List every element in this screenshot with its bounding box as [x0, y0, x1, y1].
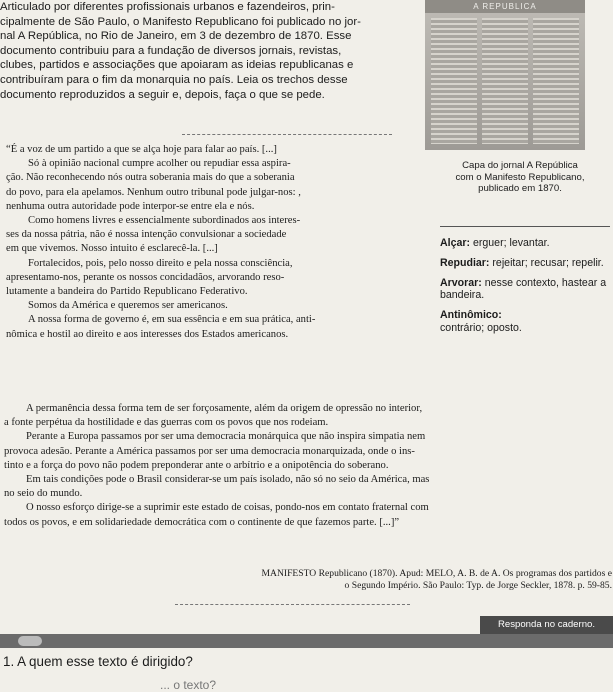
answer-in-notebook-badge: Responda no caderno.	[480, 616, 613, 634]
glossary-term: Repudiar:	[440, 256, 490, 269]
quote-line: Perante a Europa passamos por ser uma democracia monárquica que não inspira simpatia nem	[26, 431, 426, 443]
newspaper-column	[482, 18, 528, 144]
caption-line: Capa do jornal A República	[462, 160, 578, 171]
quote-line: lutamente a bandeira do Partido Republicano Federativo.	[6, 286, 248, 298]
source-reference	[100, 568, 612, 592]
question-text: 1. A quem esse texto é dirigido?	[3, 654, 193, 669]
quote-line: A nossa forma de governo é, em sua essência e em sua prática, anti-	[28, 314, 316, 326]
reference-line: MANIFESTO Republicano (1870). Apud: MELO, A. B. de A. Os programas dos partidos e	[261, 568, 612, 579]
question-partial-text: ... o texto?	[160, 678, 217, 692]
intro-line: cipalmente de São Paulo, o Manifesto Republicano foi publicado no jor-	[0, 15, 361, 28]
manifesto-quote-bottom	[4, 402, 610, 530]
quote-line: a fonte perpétua da hostilidade e das guerras com os povos que nos rodeiam.	[4, 417, 329, 429]
glossary-term: Alçar:	[440, 237, 471, 249]
quote-line: Como homens livres e essencialmente subordinados aos interes-	[28, 215, 301, 227]
glossary-entry	[440, 257, 612, 270]
glossary-entry	[440, 277, 612, 303]
intro-paragraph	[0, 0, 432, 102]
glossary-definition: erguer; levantar.	[472, 237, 550, 249]
glossary-definition: rejeitar; recusar; repelir.	[492, 256, 604, 269]
quote-line: Somos da América e queremos ser americanos.	[28, 300, 228, 312]
glossary-term: Arvorar:	[440, 276, 482, 289]
glossary-entry	[440, 309, 612, 335]
image-caption	[430, 160, 610, 195]
caption-line: publicado em 1870.	[478, 183, 562, 195]
quote-paragraph	[6, 157, 434, 214]
divider-top	[182, 134, 392, 135]
newspaper-column	[431, 18, 477, 144]
quote-line: nenhuma outra autoridade pode interpor-se entre ela e nós.	[6, 200, 255, 212]
quote-paragraph	[4, 402, 610, 430]
quote-paragraph	[4, 473, 610, 501]
quote-line: O nosso esforço dirige-se a suprimir este estado de coisas, pondo-nos em contato fraternal com	[26, 502, 429, 514]
caption-line: com o Manifesto Republicano,	[455, 171, 585, 183]
quote-paragraph	[4, 501, 610, 529]
newspaper-cover-image	[425, 0, 585, 150]
caption-rule	[440, 226, 610, 227]
glossary-definition: nesse contexto, hastear a bandeira.	[440, 276, 607, 302]
quote-line: do povo, para ela apelamos. Nenhum outro tribunal pode julgar-nos: ,	[6, 186, 301, 198]
quote-line: nômica e hostil ao direito e aos interesses dos Estados americanos.	[6, 328, 289, 340]
quote-paragraph	[6, 214, 434, 257]
quote-line: “É a voz de um partido a que se alça hoje para falar ao país. [...]	[6, 144, 277, 155]
intro-line: contribuíram para o fim da monarquia no país. Leia os trechos desse	[0, 73, 348, 86]
quote-line: Em tais condições pode o Brasil considerar-se um país isolado, não só no seio da América, mas	[26, 474, 430, 486]
glossary	[440, 237, 612, 335]
quote-paragraph	[6, 143, 434, 157]
quote-line: ção. Não reconhecendo nós outra soberania mais do que a soberania	[6, 172, 295, 184]
newspaper-column	[533, 18, 579, 144]
manifesto-quote-top	[6, 143, 434, 342]
quote-line: em que vivemos. Nosso intuito é esclarecê-la. [...]	[6, 243, 218, 255]
quote-line: apresentamo-nos, perante os nossos concidadãos, arvorando reso-	[6, 271, 285, 283]
quote-line: provoca adesão. Perante a América passamos por ser uma democracia monarquizada, onde o ins-	[4, 445, 415, 457]
quote-line: Fortalecidos, pois, pelo nosso direito e pela nossa consciência,	[28, 257, 293, 269]
glossary-definition: contrário; oposto.	[440, 321, 522, 334]
intro-line: documento contribuiu para a fundação de diversos jornais, revistas,	[0, 44, 342, 57]
reference-line: o Segundo Império. São Paulo: Typ. de Jorge Seckler, 1878. p. 59-85.	[344, 580, 612, 591]
quote-paragraph	[6, 257, 434, 300]
divider-bottom	[175, 604, 410, 605]
glossary-entry	[440, 237, 612, 250]
newspaper-masthead: A REPUBLICA	[425, 0, 585, 13]
quote-line: Só à opinião nacional cumpre acolher ou repudiar essa aspira-	[28, 158, 291, 170]
intro-line: nal A República, no Rio de Janeiro, em 3 de dezembro de 1870. Esse	[0, 30, 352, 43]
quote-line: ses da nossa pátria, não é nossa intenção convulsionar a sociedade	[6, 229, 287, 241]
intro-line: Articulado por diferentes profissionais urbanos e fazendeiros, prin-	[0, 1, 335, 13]
quote-line: A permanência dessa forma tem de ser forçosamente, além da origem de opressão no interior,	[26, 403, 423, 414]
activity-bar-tab	[18, 636, 42, 646]
activity-bar	[0, 634, 613, 648]
quote-line: no seio do mundo.	[4, 488, 83, 500]
quote-paragraph	[4, 430, 610, 473]
glossary-term: Antinômico:	[440, 309, 502, 322]
quote-line: tinto e a força do povo não podem preponderar ante o arbítrio e a onipotência do soberano.	[4, 459, 389, 471]
intro-line: clubes, partidos e associações que apoiaram as ideias republicanas e	[0, 59, 354, 72]
quote-line: todos os povos, e em solidariedade democrática com o continente de que fazemos parte. [...]”	[4, 516, 400, 528]
quote-paragraph	[6, 313, 434, 341]
intro-line: documento reproduzidos a seguir e, depois, faça o que se pede.	[0, 88, 325, 101]
quote-paragraph	[6, 299, 434, 313]
